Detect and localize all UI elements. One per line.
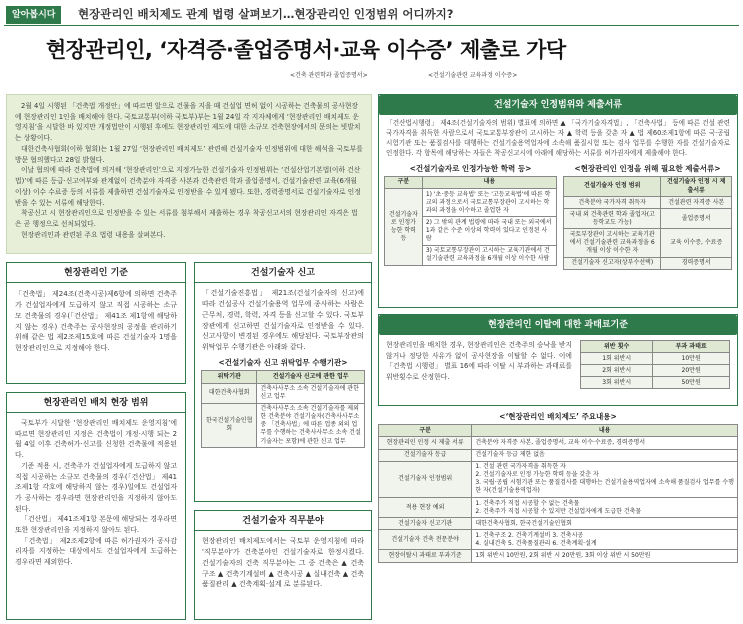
- table-row: [379, 498, 738, 518]
- duty-section: [194, 510, 372, 620]
- scope-title: 건설기술자 인정범위와 제출서류: [379, 95, 737, 115]
- table-row: [202, 383, 365, 403]
- table-cell: 건설기술자 인정범위: [379, 461, 472, 497]
- report-table: [201, 370, 365, 448]
- field-scope-body: [7, 413, 185, 573]
- report-section: [194, 262, 372, 502]
- field-scope-paragraph: 국토부가 시달한 ‘현장관리인 배치제도 운영지침’에 따르면 현장관리인 지정은 건축법이 개정·시행 되는 2월 4일 이후 건축허가·신고를 신청한 건축물에 적용된다.: [15, 419, 177, 460]
- table-cell: 건축분야 국가자격 취득자: [563, 197, 660, 209]
- table-cell: 국내 외 건축관련 학과 졸업자(고등학교도 가능): [563, 209, 660, 229]
- intro-paragraph: 대한건축사협회(이하 협회)는 1월 27일 ‘현장관리인 배치제도’ 관련해 건설기술자 인정범위에 대한 해석을 국토부를 방문 협의했다고 28일 밝혔다.: [15, 144, 363, 164]
- table-row: [563, 229, 731, 257]
- penalty-text: 현장관리인을 배치한 경우, 현장관리인은 건축주의 승낙을 받지 않거나 정당한 사유가 없이 공사현장을 이탈할 수 없다. 이에 「건축법 시행령」 별표 16에 따라 이탈 시 부과하는 과태료를 위반횟수로 산정한다.: [386, 341, 572, 381]
- table-row: [581, 365, 730, 377]
- penalty-section: [378, 314, 738, 406]
- table-cell: 1. 건축구조 2. 건축기계설비 3. 건축시공 4. 실내건축 5. 건축품질관리 6. 건축계획·설계: [472, 530, 738, 550]
- table-row: [379, 550, 738, 562]
- table-row: [379, 530, 738, 550]
- intro-paragraph: 착공신고 시 현장관리인으로 인정받을 수 있는 서류를 첨부해서 제출하는 경우 착공신고서의 현장관리인 자격은 법은 곧 행정으로 선처되었다.: [15, 209, 358, 229]
- table-cell: 1) '초·중등 교육법' 또는 '고등교육법'에 따른 학교의 과정으로서 국토교통부장관이 고시하는 학과의 과정을 이수하고 졸업한 자: [422, 189, 556, 217]
- table-cell: 2) 그 밖의 관계 법령에 따라 국내 또는 외국에서 1과 같은 수준 이상의 학력이 있다고 인정된 사람: [422, 217, 556, 245]
- table-cell: 3) 국토교통부장관이 고시하는 교육기관에서 건설기술관련 교육과정을 6개월 이상 이수한 사람: [422, 245, 556, 265]
- headline-note-1: <건축 관련학과 졸업증명서>: [290, 72, 368, 79]
- headline-note-2: <건설기술관련 교육과정 이수증>: [428, 72, 518, 79]
- criteria-text: 「건축법」 제24조(건축시공)제6항에 의하면 건축주가 건설업자에게 도급하지 않고 직접 시공하는 소규모 건축물의 경우(「건산법」 제41조 제1항에 해당하지 않는 경우) 건축주는 공사현장의 공정을 관리하기 위해 같은 법 제2조제15호에 따른 건설기술자 1명을 현장관리인으로 지정해야 한다.: [15, 290, 177, 353]
- field-scope-paragraph: 「건산법」 제41조제1항 본문에 해당되는 경우라면 또한 현장관리인을 지정하지 않아도 된다.: [15, 515, 177, 535]
- table-cell: 3회 위반시: [581, 377, 653, 389]
- field-scope-paragraph: 「건축법」 제2조제2항에 따른 허가권자가 공사감리자를 지정하는 대상에서도 건설업자에게 도급하는 경우라면 제외한다.: [15, 536, 177, 567]
- table-cell: 건설기술자 등급: [379, 449, 472, 461]
- table-cell: 졸업증명서: [661, 209, 732, 229]
- table-row: [581, 353, 730, 365]
- table-header: 위반 횟수: [581, 341, 653, 353]
- category-tag: 알아봅시다: [6, 6, 61, 24]
- intro-paragraph: 현장관리인과 관련된 주요 법령 내용을 살펴본다.: [21, 230, 166, 239]
- table-cell: 건설관련 자격증 사본: [661, 197, 732, 209]
- summary-table: [378, 424, 738, 562]
- table-header: 건설기술자 인정 시 제출서류: [661, 176, 732, 196]
- table-cell: 국토부장관이 고시하는 교육기관에서 건설기술관련 교육과정을 6개월 이상 이수한 자: [563, 229, 660, 257]
- table-header: 내용: [422, 176, 556, 188]
- table-header: 내용: [472, 425, 738, 437]
- table-row: [379, 518, 738, 530]
- duty-title: 건설기술자 직무분야: [195, 511, 371, 531]
- table-cell: 건축분야 자격증 사본, 졸업증명서, 교육 이수·수료증, 경력증명서: [472, 437, 738, 449]
- table-header: 건설기술자 신고에 관한 업무: [257, 371, 365, 383]
- summary-section: [378, 412, 738, 620]
- table-header: 위탁기관: [202, 371, 257, 383]
- criteria-section: [6, 262, 186, 384]
- penalty-table: [580, 340, 730, 389]
- field-scope-paragraph: 기준 적용 시, 건축주가 건설업자에게 도급하지 않고 직접 시공하는 소규모 건축물의 경우(「건산법」 제41조제1항 각호에 해당하지 않는 경우)일에도 건설업자가 공사하는 경우라면 현장관리인을 지정하지 않아도 된다.: [15, 461, 177, 513]
- education-table-caption: <건설기술자로 인정가능한 학력 등>: [409, 163, 532, 173]
- table-header: 구분: [379, 425, 472, 437]
- intro-box: [6, 94, 372, 254]
- intro-paragraph: 2월 4일 시행된 「건축법 개정안」에 따르면 앞으로 건물을 지을 때 건설업 면허 없이 시공하는 건축물의 공사현장에 현장관리인 1인을 배치해야 한다. 국토교통부(이하 국토부)부는 1월 24일 각 지자체에게 ‘현장관리인 배치제도 운영지침’을 시달한 바 있지만 개정법안이 시행된 후에도 현장관리인 제도에 대한 소규모 건축현장에서의 문의는 빗발치는 상황이다.: [15, 102, 361, 143]
- table-row: [563, 257, 731, 269]
- table-cell: 건축사사무소 소속 건설기술자를 제외한 건축분야 건설기술자(건축사사무소 중 「건축사법」에 따른 업종 외의 업무를 수행하는 건축사사무소 소속 건설기술자는 포함)에 관한 신고 업무: [257, 403, 365, 447]
- table-row: [379, 461, 738, 497]
- table-cell: 50만원: [653, 377, 730, 389]
- field-scope-title: 현장관리인 배치 현장 범위: [7, 393, 185, 413]
- table-cell: 1. 건설 관련 국가자격을 취득한 자 2. 건설기술자로 인정 가능한 학력 등을 갖춘 자 3. 국립·공립 시험기관 또는 품질검사를 대행하는 건설기술용역업자에 소속해 품질검사 업무를 수행한 자(건설기술용역업자): [472, 461, 738, 497]
- table-row: [202, 403, 365, 447]
- table-cell: 교육 이수증, 수료증: [661, 229, 732, 257]
- documents-table-caption: <현장관리인 인정을 위해 필요한 제출서류>: [574, 163, 721, 173]
- table-cell: 1회 위반시: [581, 353, 653, 365]
- table-header: 부과 과태료: [653, 341, 730, 353]
- table-cell: 1. 건축주가 직접 시공할 수 없는 건축물 2. 건축주가 직접 시공할 수 있지만 건설업자에게 도급한 건축물: [472, 498, 738, 518]
- table-row: [563, 197, 731, 209]
- duty-text: 현장관리인 배치제도에서는 국토부 운영지침에 따라 '직무분야'가 건축분야인 건설기술자로 한정시켰다. 건설기술자의 건축 직무분야는 그 중 건축은 ▲ 건축구조 ▲ 건축기계설비 ▲ 건축시공 ▲ 실내건축 ▲ 건축품질관리 ▲ 건축계획·설계 로 분류된다.: [202, 537, 364, 589]
- scope-section: [378, 94, 738, 308]
- table-cell: 10만원: [653, 353, 730, 365]
- summary-caption: <‘현장관리인 배치제도’ 주요내용>: [499, 412, 617, 421]
- report-title: 건설기술자 신고: [195, 263, 371, 283]
- table-cell: 건설기술자 등급 제한 없음: [472, 449, 738, 461]
- table-cell: 2회 위반시: [581, 365, 653, 377]
- table-header: 구분: [385, 176, 423, 188]
- table-cell: 건설기술자로 인정가능한 학력 등: [385, 189, 423, 266]
- table-cell: 한국건설기술인협회: [202, 403, 257, 447]
- penalty-title: 현장관리인 이탈에 대한 과태료기준: [379, 315, 737, 335]
- documents-table: [563, 176, 732, 270]
- field-scope-section: [6, 392, 186, 620]
- table-cell: 건설기술자 신고자(상부수선택): [563, 257, 660, 269]
- table-cell: 적용 현장 예외: [379, 498, 472, 518]
- table-cell: 1회 위반시 10만원, 2회 위반 시 20만원, 3회 이상 위반 시 50만원: [472, 550, 738, 562]
- table-row: [379, 449, 738, 461]
- table-row: [563, 209, 731, 229]
- table-cell: 건축사사무소 소속 건설기술자에 관한 신고 업무: [257, 383, 365, 403]
- criteria-title: 현장관리인 기준: [7, 263, 185, 283]
- scope-text: 「건산법시행령」 제4조(건설기술자의 범위) 별표에 의하면 ▲ 「국가기술자격법」, 「건축사법」 등에 따른 건설 관련 국가자격을 취득한 사람으로서 국토교통부장관이 고시하는 자 ▲ 학력 등을 갖춘 자 ▲ 법 제60조제1항에 따른 국·공립 시험기관 또는 품질검사를 대행하는 건설기술용역업자에 소속해 품질시험 또는 검사 업무를 수행한 자를 건설기술자로 인정한다. 각 항목에 해당하는 자들은 착공신고시에 아래에 해당하는 서류를 허가권자에게 제출해야 한다.: [386, 119, 730, 157]
- headline: 현장관리인, ‘자격증·졸업증명서·교육 이수증’ 제출로 가닥: [46, 38, 566, 62]
- table-cell: 대한건축사협회: [202, 383, 257, 403]
- table-cell: 경력증명서: [661, 257, 732, 269]
- report-text: 「건설기술진흥법」 제21조(건설기술자의 신고)에 따라 건설공사 건설기술용역 업무에 종사하는 사람은 근무처, 경력, 학력, 자격 등을 신고할 수 있다. 국토부장관에게 신고하면 건설기술자로 인정받을 수 있다. 신고사항이 변경된 경우에도 해당된다. 국토부장관의 위탁업무 수행기관은 아래와 같다.: [202, 289, 364, 352]
- education-table: [384, 176, 557, 266]
- table-cell: 현장관리인 인정 시 제출 서류: [379, 437, 472, 449]
- table-cell: 현장이탈시 과태료 부과기준: [379, 550, 472, 562]
- table-row: [379, 437, 738, 449]
- intro-paragraph: 이날 협의에 따라 건축법에 의거해 ‘현장관리인’으로 지정가능한 건설기술자 인정범위는 ‘건설산업기본법(이하 건산법)’에 따른 등급·신고여부와 관계없이 건축분야 자격증 사본과 건축관련 학과 졸업증명서, 건설기술관련 교육(6개월 이상) 이수 수료증 등의 서류를 제출하면 건설기술자로 인정받을 수 있게 됐다. 또한, 경력증명서로 건설기술자로 인정받을 수 있는 서류에 해당한다.: [15, 166, 361, 207]
- table-cell: 20만원: [653, 365, 730, 377]
- table-row: [385, 189, 557, 217]
- top-title: 현장관리인 배치제도 관계 법령 살펴보기…현장관리인 인정범위 어디까지?: [78, 7, 454, 21]
- table-row: [581, 377, 730, 389]
- table-cell: 건설기술자 신고기관: [379, 518, 472, 530]
- table-cell: 건설기술자 건축 전문분야: [379, 530, 472, 550]
- table-header: 건설기술자 인정 범위: [563, 176, 660, 196]
- report-table-caption: <건설기술자 신고 위탁업무 수행기관>: [218, 358, 348, 368]
- table-cell: 대한건축사협회, 한국건설기술인협회: [472, 518, 738, 530]
